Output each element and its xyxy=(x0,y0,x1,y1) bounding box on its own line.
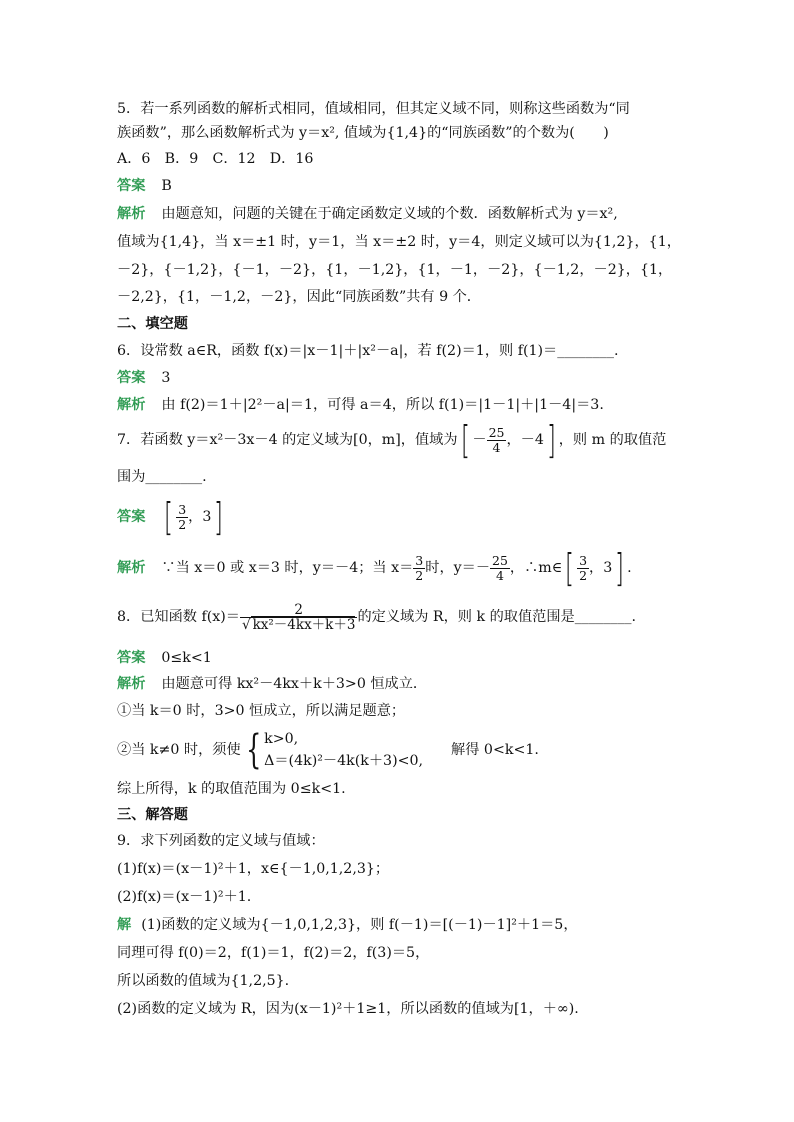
q9-solution-row xyxy=(117,916,578,934)
q7-range-minus: － xyxy=(472,432,487,448)
q8-frac-den: kx²－4kx＋k＋3 xyxy=(252,616,356,633)
right-bracket: ] xyxy=(615,546,625,590)
q9-part2: (2)f(x)＝(x－1)²＋1. xyxy=(117,889,252,905)
section-fill-blank: 二、填空题 xyxy=(117,316,188,332)
q8-question-a: 8．已知函数 f(x)＝ xyxy=(117,609,240,625)
q5-analysis4: －2,2}，{1，－1,2，－2}，因此“同族函数”共有 9 个． xyxy=(117,289,481,305)
answer-label: 答案 xyxy=(117,178,146,194)
q9-sol1: (1)函数的定义域为{－1,0,1,2,3}，则 f(－1)＝[(－1)－1]²＋1＝5， xyxy=(141,917,578,933)
q5-analysis3: －2}，{－1,2}，{－1，－2}，{1，－1,2}，{1，－1，－2}，{－1,2，－2}，{1， xyxy=(117,262,673,278)
q8-analysis-row xyxy=(117,675,427,693)
q5-options: A．6 B．9 C．12 D．16 xyxy=(117,151,314,167)
analysis-label: 解析 xyxy=(117,676,146,692)
q7-answer-fraction xyxy=(176,503,188,532)
analysis-label: 解析 xyxy=(117,397,146,413)
q7-question-row xyxy=(117,420,666,460)
frac-num: 3 xyxy=(579,552,588,568)
q7-analysis-row xyxy=(117,548,632,588)
q6-question: 6．设常数 a∈R，函数 f(x)＝|x－1|＋|x²－a|，若 f(2)＝1，则 f(1)＝________. xyxy=(117,343,619,359)
q8-answer-row xyxy=(117,649,212,667)
q7-answer-row xyxy=(117,497,226,537)
frac-den: 4 xyxy=(495,567,504,583)
q5-analysis1: 由题意知，问题的关键在于确定函数定义域的个数．函数解析式为 y＝x², xyxy=(161,206,618,222)
q7-range-right: ，－4 xyxy=(506,432,544,448)
q9-sol2: 同理可得 f(0)＝2，f(1)＝1，f(2)＝2，f(3)＝5， xyxy=(117,945,430,961)
q7-range-num: 25 xyxy=(488,424,505,440)
section-solve: 三、解答题 xyxy=(117,807,188,823)
analysis-label: 解析 xyxy=(117,206,146,222)
q5-line2: 族函数”，那么函数解析式为 y＝x², 值域为{1,4}的“同族函数”的个数为( ) xyxy=(117,125,609,141)
q7-range-fraction xyxy=(487,426,507,455)
q7-question-a: 7．若函数 y＝x²－3x－4 的定义域为[0，m]，值域为 xyxy=(117,432,458,448)
analysis-label: 解析 xyxy=(117,560,146,576)
q8-system xyxy=(264,728,423,772)
left-bracket: [ xyxy=(460,418,470,462)
right-bracket: ] xyxy=(546,418,556,462)
q7-analysis-int-right: ，3 xyxy=(589,560,613,576)
q8-case2-a: ②当 k≠0 时，须使 xyxy=(117,742,241,758)
q8-frac-den-wrap: √ kx²－4kx＋k＋3 xyxy=(241,616,356,633)
period: . xyxy=(627,560,632,576)
right-bracket: ] xyxy=(214,495,224,539)
q6-analysis-row xyxy=(117,396,604,414)
q8-conclusion: 综上所得，k 的取值范围为 0≤k<1. xyxy=(117,781,346,797)
q7-analysis-a: ∵当 x＝0 或 x＝3 时，y＝－4；当 x＝ xyxy=(161,560,414,576)
q6-answer: 3 xyxy=(161,370,171,386)
frac-den: 2 xyxy=(415,567,424,583)
q8-fraction xyxy=(240,603,357,632)
q7-range-den: 4 xyxy=(492,439,501,455)
q7-answer-num: 3 xyxy=(178,501,187,517)
q8-question-row xyxy=(117,597,636,637)
q8-case1: ①当 k＝0 时，3>0 恒成立，所以满足题意； xyxy=(117,703,406,719)
q7-answer-right: ，3 xyxy=(188,509,212,525)
q6-analysis: 由 f(2)＝1＋|2²－a|＝1，可得 a＝4，所以 f(1)＝|1－1|＋|1－4|＝3. xyxy=(161,397,604,413)
q5-analysis2: 值域为{1,4}，当 x＝±1 时，y＝1，当 x＝±2 时，y＝4，则定义域可以为{1,2}，{1， xyxy=(117,234,681,250)
q9-sol4: (2)函数的定义域为 R，因为(x－1)²＋1≥1，所以函数的值域为[1，＋∞). xyxy=(117,1001,579,1017)
q9-sol3: 所以函数的值域为{1,2,5}. xyxy=(117,973,290,989)
q7-analysis-interval-fraction xyxy=(577,554,589,583)
q7-analysis-b: 时，y＝－ xyxy=(425,560,491,576)
q8-frac-num: 2 xyxy=(240,603,357,618)
q7-answer-den: 2 xyxy=(178,516,187,532)
q5-analysis-row1 xyxy=(117,205,618,223)
q5-answer: B xyxy=(161,178,172,194)
left-brace: { xyxy=(245,727,262,773)
q5-line1: 5．若一系列函数的解析式相同，值域相同，但其定义域不同，则称这些函数为“同 xyxy=(117,101,630,117)
q7-analysis-fraction xyxy=(413,554,425,583)
answer-label: 答案 xyxy=(117,509,146,525)
q8-analysis: 由题意可得 kx²－4kx＋k＋3>0 恒成立． xyxy=(161,676,428,692)
q9-question: 9．求下列函数的定义域与值域： xyxy=(117,833,325,849)
q7-analysis-c: ，∴m∈ xyxy=(509,560,563,576)
q8-case2-row xyxy=(117,727,539,773)
frac-den: 2 xyxy=(579,567,588,583)
q8-case2-b: 解得 0<k<1. xyxy=(451,742,539,758)
left-bracket: [ xyxy=(164,495,174,539)
q8-answer: 0≤k<1 xyxy=(161,650,212,666)
answer-label: 答案 xyxy=(117,370,146,386)
frac-num: 3 xyxy=(415,552,424,568)
q8-question-b: 的定义域为 R，则 k 的取值范围是________. xyxy=(357,609,636,625)
left-bracket: [ xyxy=(565,546,575,590)
q8-system-line2: Δ＝(4k)²－4k(k＋3)<0, xyxy=(264,753,424,769)
solution-label: 解 xyxy=(117,917,132,933)
q8-system-line1: k>0, xyxy=(264,731,299,747)
q5-answer-row xyxy=(117,177,172,195)
answer-label: 答案 xyxy=(117,650,146,666)
q7-analysis-fraction2 xyxy=(490,554,510,583)
frac-num: 25 xyxy=(492,552,508,568)
q7-line2: 围为________. xyxy=(117,469,207,485)
q9-part1: (1)f(x)＝(x－1)²＋1，x∈{－1,0,1,2,3}； xyxy=(117,861,390,877)
q7-question-b: ，则 m 的取值范 xyxy=(558,432,667,448)
q6-answer-row xyxy=(117,369,170,387)
